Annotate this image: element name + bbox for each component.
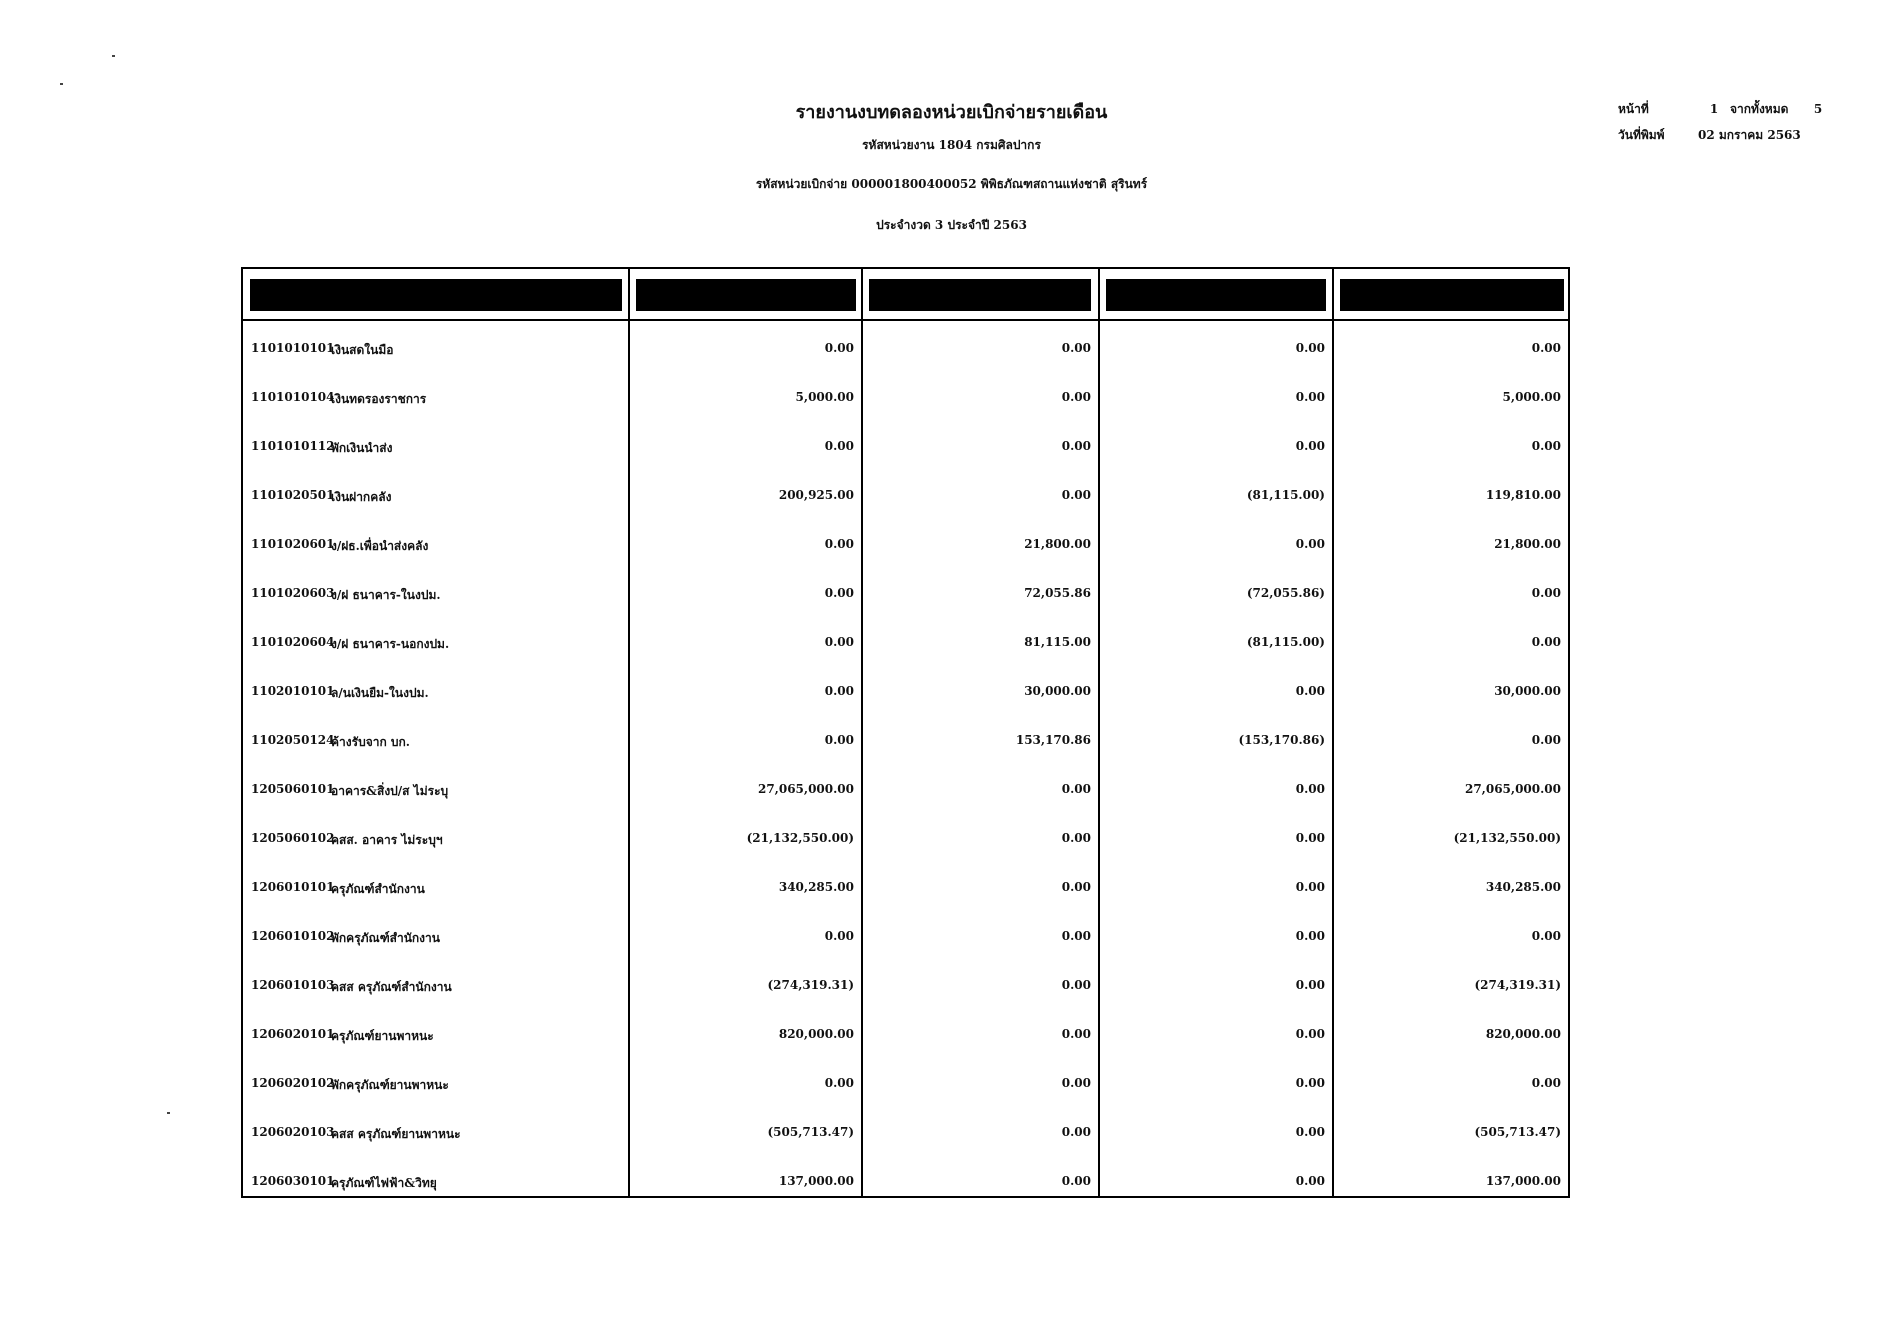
amount-cell-col1: 137,000.00 — [778, 1174, 854, 1188]
amount-cell-col4: 0.00 — [1531, 733, 1561, 747]
account-code: 1101010104 — [251, 390, 335, 404]
amount-cell-col1: 820,000.00 — [778, 1027, 854, 1041]
account-name: ง/ฝ ธนาคาร-นอกงปม. — [331, 637, 450, 651]
amount-cell-col4: 0.00 — [1531, 586, 1561, 600]
table-row — [243, 1105, 1568, 1154]
trial-balance-table — [241, 267, 1570, 1198]
amount-cell-col4: 0.00 — [1531, 1076, 1561, 1090]
table-header-row — [243, 269, 1568, 321]
account-name: คสส ครุภัณฑ์สำนักงาน — [331, 980, 452, 994]
account-name: เงินฝากคลัง — [331, 490, 392, 504]
account-name: ง/ฝ ธนาคาร-ในงปม. — [331, 588, 441, 602]
amount-cell-col3: 0.00 — [1295, 831, 1325, 845]
amount-cell-col1: 0.00 — [824, 537, 854, 551]
total-pages-label: จากทั้งหมด — [1730, 102, 1789, 116]
report-title: รายงานงบทดลองหน่วยเบิกจ่ายรายเดือน — [795, 102, 1108, 123]
amount-cell-col4: 27,065,000.00 — [1464, 782, 1561, 796]
table-row — [243, 713, 1568, 762]
amount-cell-col3: 0.00 — [1295, 341, 1325, 355]
table-row — [243, 762, 1568, 811]
account-name: พักครุภัณฑ์สำนักงาน — [331, 931, 440, 945]
amount-cell-col3: 0.00 — [1295, 684, 1325, 698]
amount-cell-col3: 0.00 — [1295, 880, 1325, 894]
amount-cell-col1: (21,132,550.00) — [746, 831, 854, 845]
account-name: คสส ครุภัณฑ์ยานพาหนะ — [331, 1127, 461, 1141]
amount-cell-col3: 0.00 — [1295, 1027, 1325, 1041]
account-code: 1206010103 — [251, 978, 335, 992]
table-row — [243, 370, 1568, 419]
amount-cell-col1: 0.00 — [824, 733, 854, 747]
amount-cell-col2: 72,055.86 — [1024, 586, 1091, 600]
table-row — [243, 566, 1568, 615]
amount-cell-col2: 0.00 — [1061, 1174, 1091, 1188]
account-code: 1101010101 — [251, 341, 335, 355]
table-row — [243, 517, 1568, 566]
amount-cell-col4: 0.00 — [1531, 439, 1561, 453]
account-code: 1205060101 — [251, 782, 335, 796]
amount-cell-col3: (81,115.00) — [1246, 488, 1325, 502]
amount-cell-col2: 0.00 — [1061, 1076, 1091, 1090]
account-code: 1206020102 — [251, 1076, 335, 1090]
amount-cell-col3: (72,055.86) — [1246, 586, 1325, 600]
amount-cell-col2: 0.00 — [1061, 978, 1091, 992]
amount-cell-col1: (505,713.47) — [767, 1125, 854, 1139]
redacted-header-cell — [636, 279, 856, 311]
agency-line: รหัสหน่วยงาน 1804 กรมศิลปากร — [862, 138, 1041, 152]
amount-cell-col2: 30,000.00 — [1024, 684, 1091, 698]
amount-cell-col2: 0.00 — [1061, 880, 1091, 894]
account-code: 1206020103 — [251, 1125, 335, 1139]
table-row — [243, 958, 1568, 1007]
amount-cell-col2: 0.00 — [1061, 390, 1091, 404]
scan-speck — [167, 1112, 170, 1114]
amount-cell-col4: (274,319.31) — [1474, 978, 1561, 992]
table-row — [243, 909, 1568, 958]
account-name: ครุภัณฑ์ไฟฟ้า&วิทยุ — [331, 1176, 437, 1190]
redacted-header-cell — [1340, 279, 1564, 311]
account-code: 1101020603 — [251, 586, 335, 600]
amount-cell-col4: 0.00 — [1531, 635, 1561, 649]
amount-cell-col3: 0.00 — [1295, 1174, 1325, 1188]
amount-cell-col4: 137,000.00 — [1485, 1174, 1561, 1188]
amount-cell-col3: (153,170.86) — [1238, 733, 1325, 747]
amount-cell-col2: 0.00 — [1061, 1027, 1091, 1041]
amount-cell-col1: 0.00 — [824, 929, 854, 943]
amount-cell-col2: 153,170.86 — [1015, 733, 1091, 747]
amount-cell-col3: 0.00 — [1295, 978, 1325, 992]
account-code: 1206030101 — [251, 1174, 335, 1188]
redacted-header-cell — [869, 279, 1091, 311]
redacted-header-cell — [250, 279, 622, 311]
amount-cell-col4: 30,000.00 — [1494, 684, 1561, 698]
amount-cell-col4: (21,132,550.00) — [1453, 831, 1561, 845]
page-label: หน้าที่ — [1618, 102, 1649, 116]
amount-cell-col1: 200,925.00 — [778, 488, 854, 502]
table-row — [243, 811, 1568, 860]
amount-cell-col2: 81,115.00 — [1024, 635, 1091, 649]
print-date: 02 มกราคม 2563 — [1698, 128, 1801, 142]
table-row — [243, 1056, 1568, 1105]
account-code: 1206010101 — [251, 880, 335, 894]
account-code: 1101010112 — [251, 439, 335, 453]
redacted-header-cell — [1106, 279, 1326, 311]
account-name: เงินทดรองราชการ — [331, 392, 427, 406]
amount-cell-col1: 0.00 — [824, 1076, 854, 1090]
table-row — [243, 468, 1568, 517]
amount-cell-col1: 0.00 — [824, 684, 854, 698]
account-code: 1205060102 — [251, 831, 335, 845]
amount-cell-col3: 0.00 — [1295, 1076, 1325, 1090]
amount-cell-col2: 0.00 — [1061, 341, 1091, 355]
account-name: ง/ฝธ.เพื่อนำส่งคลัง — [331, 539, 429, 553]
account-code: 1101020501 — [251, 488, 335, 502]
amount-cell-col1: 0.00 — [824, 341, 854, 355]
amount-cell-col1: 0.00 — [824, 586, 854, 600]
amount-cell-col3: 0.00 — [1295, 1125, 1325, 1139]
amount-cell-col4: 0.00 — [1531, 341, 1561, 355]
amount-cell-col1: 0.00 — [824, 439, 854, 453]
amount-cell-col2: 0.00 — [1061, 1125, 1091, 1139]
amount-cell-col4: (505,713.47) — [1474, 1125, 1561, 1139]
amount-cell-col1: 5,000.00 — [795, 390, 854, 404]
amount-cell-col1: 340,285.00 — [778, 880, 854, 894]
amount-cell-col4: 21,800.00 — [1494, 537, 1561, 551]
amount-cell-col2: 0.00 — [1061, 831, 1091, 845]
table-row — [243, 1007, 1568, 1056]
amount-cell-col2: 0.00 — [1061, 929, 1091, 943]
table-row — [243, 419, 1568, 468]
report-header — [0, 100, 1903, 235]
amount-cell-col2: 21,800.00 — [1024, 537, 1091, 551]
amount-cell-col2: 0.00 — [1061, 782, 1091, 796]
account-name: ค้างรับจาก บก. — [331, 735, 410, 749]
amount-cell-col4: 0.00 — [1531, 929, 1561, 943]
account-name: พักครุภัณฑ์ยานพาหนะ — [331, 1078, 449, 1092]
amount-cell-col2: 0.00 — [1061, 488, 1091, 502]
total-pages: 5 — [1813, 102, 1823, 116]
account-code: 1102050124 — [251, 733, 335, 747]
amount-cell-col4: 119,810.00 — [1485, 488, 1561, 502]
account-name: คสส. อาคาร ไม่ระบุฯ — [331, 833, 443, 847]
table-row — [243, 615, 1568, 664]
amount-cell-col3: 0.00 — [1295, 439, 1325, 453]
account-code: 1206010102 — [251, 929, 335, 943]
account-name: ล/นเงินยืม-ในงปม. — [331, 686, 429, 700]
print-date-label: วันที่พิมพ์ — [1618, 128, 1665, 142]
amount-cell-col4: 820,000.00 — [1485, 1027, 1561, 1041]
table-row — [243, 1154, 1568, 1203]
table-row — [243, 321, 1568, 370]
table-row — [243, 664, 1568, 713]
account-code: 1101020601 — [251, 537, 335, 551]
account-name: อาคาร&สิ่งป/ส ไม่ระบุ — [331, 784, 449, 798]
amount-cell-col4: 340,285.00 — [1485, 880, 1561, 894]
page-number: 1 — [1709, 102, 1719, 116]
amount-cell-col1: 27,065,000.00 — [757, 782, 854, 796]
amount-cell-col3: (81,115.00) — [1246, 635, 1325, 649]
account-code: 1206020101 — [251, 1027, 335, 1041]
amount-cell-col3: 0.00 — [1295, 929, 1325, 943]
amount-cell-col1: 0.00 — [824, 635, 854, 649]
account-name: พักเงินนำส่ง — [331, 441, 393, 455]
account-name: เงินสดในมือ — [331, 343, 394, 357]
amount-cell-col3: 0.00 — [1295, 390, 1325, 404]
disbursing-unit-line: รหัสหน่วยเบิกจ่าย 000001800400052 พิพิธภัณฑสถานแห่งชาติ สุรินทร์ — [755, 177, 1148, 191]
account-code: 1102010101 — [251, 684, 335, 698]
account-name: ครุภัณฑ์สำนักงาน — [331, 882, 425, 896]
account-name: ครุภัณฑ์ยานพาหนะ — [331, 1029, 434, 1043]
account-code: 1101020604 — [251, 635, 335, 649]
amount-cell-col3: 0.00 — [1295, 537, 1325, 551]
scan-speck — [60, 83, 63, 85]
scan-speck — [112, 55, 115, 57]
amount-cell-col1: (274,319.31) — [767, 978, 854, 992]
period-line: ประจำงวด 3 ประจำปี 2563 — [876, 218, 1027, 232]
amount-cell-col3: 0.00 — [1295, 782, 1325, 796]
amount-cell-col2: 0.00 — [1061, 439, 1091, 453]
table-row — [243, 860, 1568, 909]
amount-cell-col4: 5,000.00 — [1502, 390, 1561, 404]
